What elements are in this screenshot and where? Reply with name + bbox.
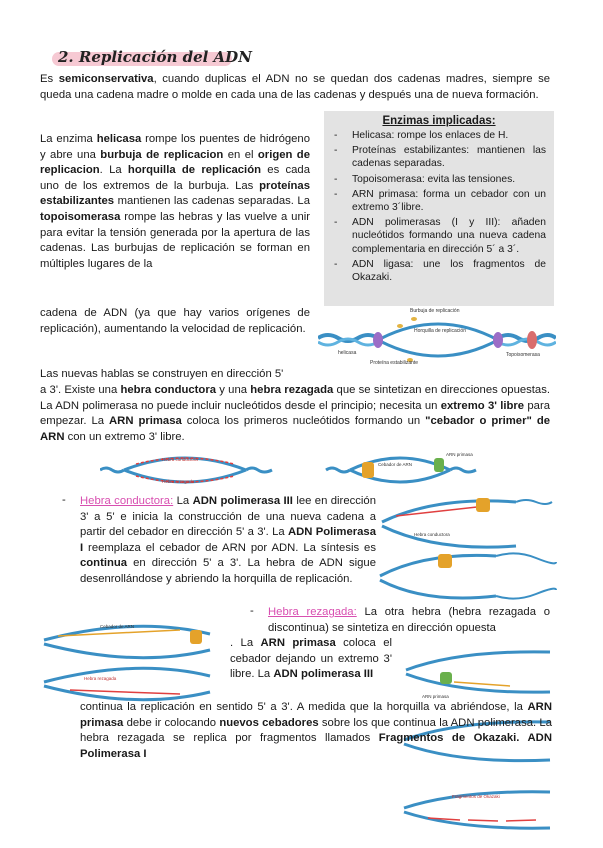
enzima-item: - Helicasa: rompe los enlaces de H. [352,129,546,142]
burbuja-label: Burbuja de replicación [410,308,460,314]
horquilla-label: Horquilla de replicación [414,328,466,334]
fig2-primasa-label: ARN primasa [446,452,473,457]
fig3-okazaki-label: Fragmentos de Okazaki [452,794,500,799]
intro-paragraph: Es semiconservativa, cuando duplicas el ADN no se quedan dos cadenas madres, siempre se queda una cadena madre o molde en cada una de las cadenas y después una de nueva formación. [40,73,550,101]
enzimas-box [324,111,554,306]
enzima-item: - ADN ligasa: une los fragmentos de Okazaki. [352,258,546,284]
nuevas-line1: Las nuevas hablas se construyen en dirección 5' [40,368,284,380]
fig2-cebador-label: Cebador de ARN [378,462,413,467]
replication-bubble-figure [318,304,556,368]
conductora-paragraph: Hebra conductora: La ADN polimerasa III lee en dirección 3' a 5' e inicia la construcción de una nueva cadena a partir del cebador en dirección 5' a 3'. La ADN Polimerasa I reemplaza el cebador de ARN por ADN. La síntesis es continua en dirección 5' a 3'. La hebra de ADN sigue desenrollándose y abriendo la horquilla de replicación. [80,495,376,585]
rezagada-paragraph-bottom: continua la replicación en sentido 5' a 3'. A medida que la horquilla va abriéndose, la ARN primasa debe ir colocando nuevos cebadores sobre los que continua la ADN polimerasa. La hebra rezagada se replica por fragmentos llamados Fragmentos de Okazaki. ADN Polimerasa I [80,701,553,760]
nuevas-paragraph: a 3'. Existe una hebra conductora y una hebra rezagada que se sintetizan en direcciones opuestas. La ADN polimerasa no puede incluir nucleótidos desde el principio; necesita un extremo 3' libre para empezar. La ARN primasa coloca los primeros nucleótidos formando un "cebador o primer" de ARN con un extremo 3' libre. [40,384,551,443]
rezagada-left-figure [40,616,236,704]
enzima-item: - Proteínas estabilizantes: mantienen las cadenas separadas. [352,144,546,170]
conductora-label: Hebra conductora: [80,495,174,507]
strands-figure [100,450,500,492]
fig2-rezagada-label: Hebra rezagada [162,479,195,484]
enzima-item: - ADN polimerasas (I y III): añaden nucleótidos formando una nueva cadena complementaria en dirección 5´ a 3´. [352,216,546,256]
helicasa-label: helicasa [338,350,357,356]
topo-label: Topoisomerasa [506,352,540,358]
rezagada-paragraph-top: Hebra rezagada: La otra hebra (hebra rezagada o discontinua) se sintetiza en dirección opuesta [268,606,550,634]
conductora-figures [376,492,558,600]
fig3-conductora-label: Hebra conductora [414,532,450,537]
enzimas-heading: Enzimas implicadas: [382,115,496,127]
proteina-label: Proteína estabilizante [370,360,419,366]
section-title: 2. Replicación del ADN [58,48,252,66]
fig3-rezagada-label: Hebra rezagada [84,676,117,681]
fig3-cebador-label: Cebador de ARN [100,624,135,629]
enzima-item: - Topoisomerasa: evita las tensiones. [352,173,546,186]
rezagada-paragraph-middle: . La ARN primasa coloca el cebador dejando un extremo 3' libre. La ADN polimerasa III [230,637,392,681]
fig3-primasa-label: ARN primasa [422,694,449,699]
fig2-conductora-label: Hebra conductora [162,457,198,462]
enzima-item: - ARN primasa: forma un cebador con un extremo 3´libre. [352,188,546,214]
helicasa-continuation: cadena de ADN (ya que hay varios orígenes de replicación), aumentando la velocidad de replicación. [40,307,310,335]
enzimas-list [324,129,554,284]
rezagada-label: Hebra rezagada: [268,606,357,618]
helicasa-paragraph: La enzima helicasa rompe los puentes de hidrógeno y abre una burbuja de replicacion en el origen de replicacion. La horquilla de replicación es cada uno de los extremos de la burbuja. Las proteínas estabilizantes mantienen las cadenas separadas. La topoisomerasa rompe las hebras y las vuelve a unir para evitar la tensión generada por la apertura de las cadenas. Las burbujas de replicación se forman en múltiples lugares de la [40,133,310,270]
